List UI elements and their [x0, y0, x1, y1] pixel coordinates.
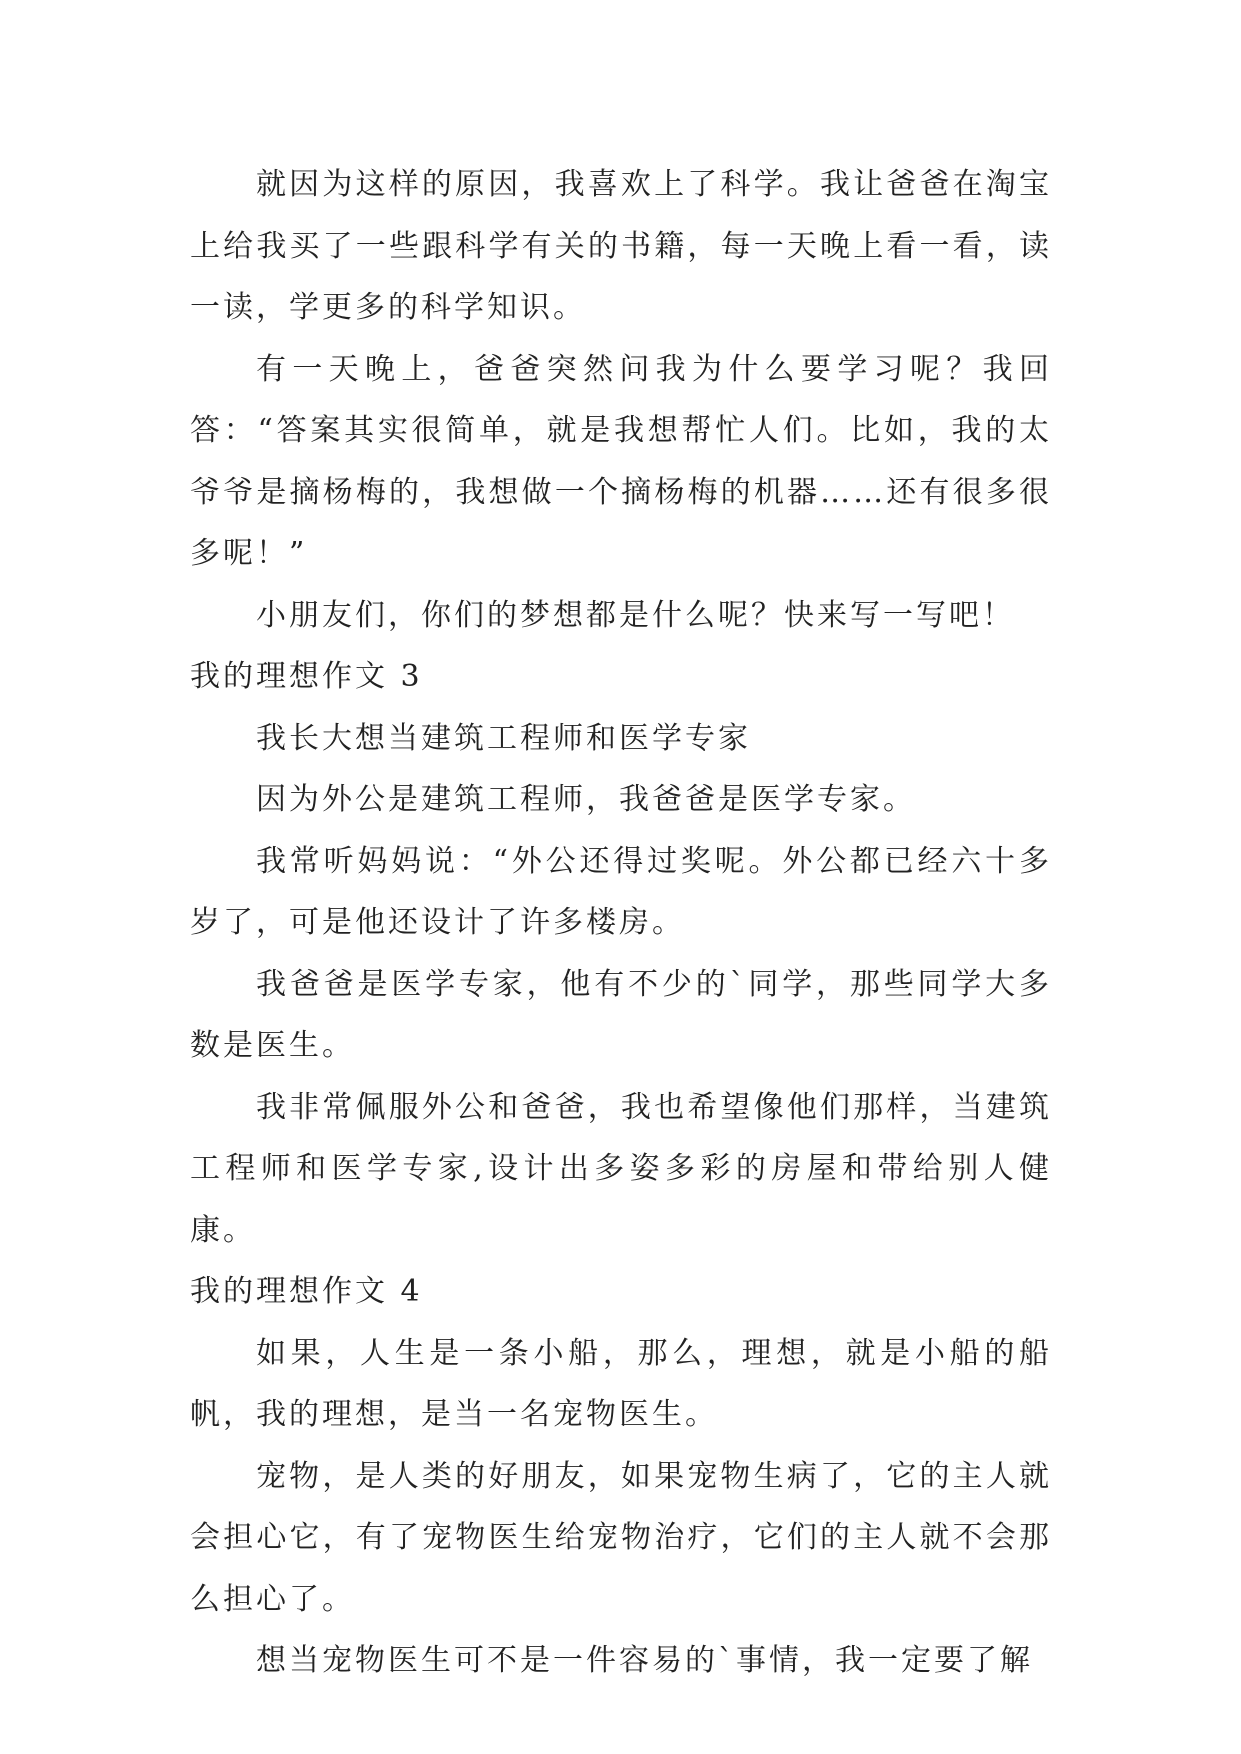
paragraph: 就因为这样的原因，我喜欢上了科学。我让爸爸在淘宝上给我买了一些跟科学有关的书籍，每一天晚上看一看，读一读，学更多的科学知识。 [190, 167, 1052, 325]
paragraph: 我常听妈妈说：“外公还得过奖呢。外公都已经六十多岁了，可是他还设计了许多楼房。 [190, 843, 1052, 940]
section-heading: 我的理想作文 4 [190, 1274, 423, 1309]
paragraph: 因为外公是建筑工程师，我爸爸是医学专家。 [256, 782, 916, 817]
paragraph: 我长大想当建筑工程师和医学专家 [256, 720, 751, 756]
paragraph: 我非常佩服外公和爸爸，我也希望像他们那样，当建筑工程师和医学专家,设计出多姿多彩的房屋和带给别人健康。 [190, 1089, 1052, 1248]
paragraph: 想当宠物医生可不是一件容易的`事情，我一定要了解 [256, 1643, 1033, 1678]
document-body [190, 154, 1052, 1692]
paragraph: 有一天晚上，爸爸突然问我为什么要学习呢？我回答：“答案其实很简单，就是我想帮忙人们。比如，我的太爷爷是摘杨梅的，我想做一个摘杨梅的机器……还有很多很多呢！” [190, 351, 1052, 571]
paragraph: 我爸爸是医学专家，他有不少的`同学，那些同学大多数是医生。 [190, 966, 1052, 1063]
paragraph: 小朋友们，你们的梦想都是什么呢？快来写一写吧！ [256, 597, 1015, 633]
paragraph: 如果，人生是一条小船，那么，理想，就是小船的船帆，我的理想，是当一名宠物医生。 [190, 1335, 1052, 1432]
paragraph: 宠物，是人类的好朋友，如果宠物生病了，它的主人就会担心它，有了宠物医生给宠物治疗，它们的主人就不会那么担心了。 [190, 1458, 1052, 1617]
section-heading: 我的理想作文 3 [190, 659, 423, 694]
